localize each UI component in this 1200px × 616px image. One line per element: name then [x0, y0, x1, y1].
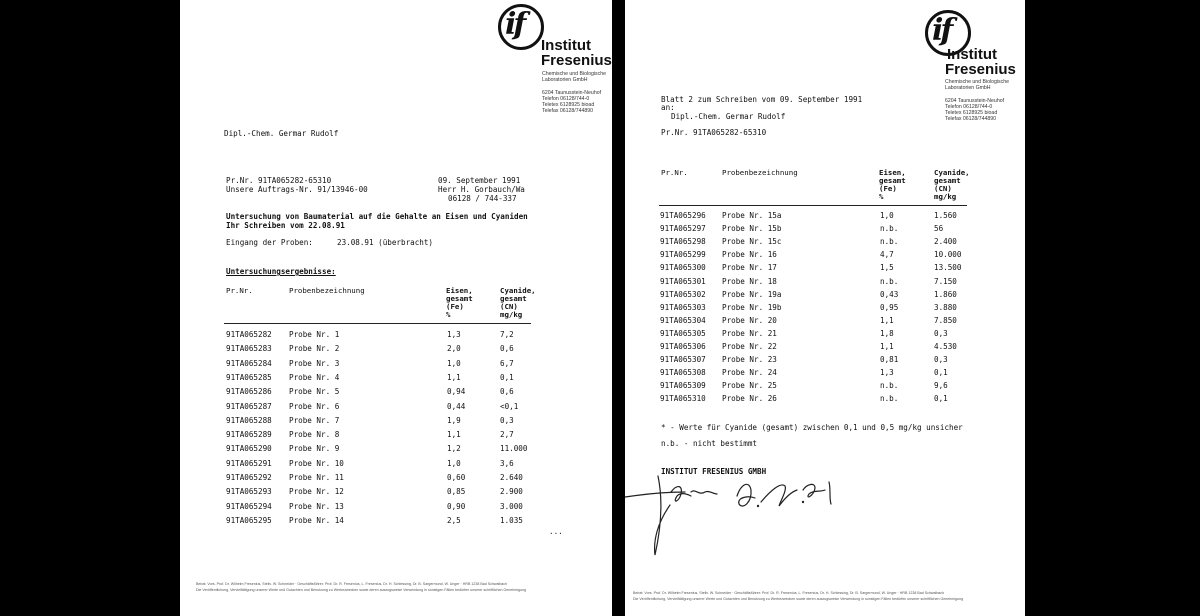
iron-value-cell: 2,0 [447, 344, 461, 354]
sample-name-cell: Probe Nr. 7 [289, 415, 340, 425]
header-iron-line4: % [879, 192, 884, 201]
reference-pr-number: Pr.Nr. 91TA065282-65310 [226, 176, 332, 185]
table-row [180, 487, 612, 500]
sample-name-cell: Probe Nr. 19b [722, 302, 782, 312]
sample-name-cell: Probe Nr. 24 [722, 368, 777, 378]
table-row [625, 277, 1025, 290]
cyanide-value-cell: 0,1 [500, 372, 514, 382]
sample-name-cell: Probe Nr. 16 [722, 250, 777, 260]
pr-number-cell: 91TA065293 [226, 487, 272, 497]
cyanide-value-cell: 1.560 [934, 211, 957, 220]
table-row [180, 373, 612, 386]
fresenius-logo-icon: if [498, 4, 544, 50]
table-row [625, 224, 1025, 237]
sample-name-cell: Probe Nr. 10 [289, 458, 344, 468]
header-cyanide-line4: mg/kg [934, 192, 957, 201]
table-row [180, 416, 612, 429]
header-iron-line2: gesamt [446, 294, 473, 303]
sample-name-cell: Probe Nr. 21 [722, 328, 777, 338]
table-row [180, 502, 612, 515]
pr-number-cell: 91TA065290 [226, 444, 272, 454]
table-row [180, 459, 612, 472]
iron-value-cell: 1,9 [447, 415, 461, 425]
table-row [625, 211, 1025, 224]
cyanide-value-cell: 4.530 [934, 342, 957, 351]
pr-number-cell: 91TA065310 [660, 394, 706, 404]
sample-name-cell: Probe Nr. 4 [289, 372, 340, 382]
table-row [180, 444, 612, 457]
institute-sub-line1: Chemische und Biologische [542, 71, 607, 77]
iron-value-cell: 1,2 [447, 444, 461, 454]
cyanide-value-cell: 0,6 [500, 387, 514, 397]
footer-line-1: Beirat: Vors. Prof. Dr. Wilhelm Fresenius, Stellv. W. Schneider · Geschäftsführer: Prof. Dr. R. Fresenius, L. Fresenius, Dr. H. Schlessing, Dr. B. Sargermund, W. Unger · HRB 1238 Bad Schwalbach [633, 591, 945, 595]
footer-line-2: Die Veröffentlichung, Vervielfältigung unserer Werte und Gutachten und Benutzung zu Werbezwecken sowie deren auszugsweise Verwendung in sonstigen Fällen bedürfen unserer schriftlichen Genehmigung [633, 597, 964, 601]
table-row [625, 394, 1025, 407]
order-number: Unsere Auftrags-Nr. 91/13946-00 [226, 185, 368, 194]
cyanide-value-cell: 2.900 [500, 487, 523, 497]
table-row [180, 516, 612, 529]
iron-value-cell: 1,1 [880, 342, 894, 351]
header-iron-line3: (Fe) [446, 302, 464, 311]
note-not-determined: n.b. - nicht bestimmt [661, 439, 758, 448]
cyanide-value-cell: 2.640 [500, 473, 523, 482]
iron-value-cell: 0,43 [880, 289, 899, 299]
company-signature-line: INSTITUT FRESENIUS GMBH [661, 467, 767, 476]
pr-number-cell: 91TA065294 [226, 501, 272, 511]
table-row [625, 355, 1025, 368]
iron-value-cell: 0,60 [447, 473, 466, 482]
subject-line: Untersuchung von Baumaterial auf die Gehalte an Eisen und Cyaniden [226, 212, 528, 221]
institute-sub-line1: Chemische und Biologische [945, 79, 1010, 85]
iron-value-cell: 1,3 [447, 330, 461, 339]
receipt-value: 23.08.91 (überbracht) [337, 238, 434, 247]
sample-name-cell: Probe Nr. 6 [289, 401, 340, 411]
header-cyanide-line1: Cyanide, [500, 286, 536, 295]
institute-name-line1: Institut [947, 46, 997, 63]
table-row [625, 250, 1025, 263]
institute-name-line2: Fresenius [945, 61, 1016, 78]
contact-person: Herr H. Gorbauch/Wa [438, 185, 525, 194]
sample-name-cell: Probe Nr. 3 [289, 358, 340, 368]
sample-name-cell: Probe Nr. 2 [289, 344, 340, 354]
cyanide-value-cell: 7.150 [934, 276, 957, 286]
cyanide-value-cell: 3.000 [500, 501, 523, 511]
header-cyanide-line1: Cyanide, [934, 168, 970, 177]
pr-number-cell: 91TA065288 [226, 415, 272, 425]
header-cyanide-line3: (CN) [934, 184, 952, 193]
handwritten-signature [625, 470, 885, 565]
sample-name-cell: Probe Nr. 5 [289, 387, 340, 397]
iron-value-cell: 1,1 [447, 372, 461, 382]
header-cyanide-line2: gesamt [500, 294, 527, 303]
sample-name-cell: Probe Nr. 14 [289, 515, 344, 525]
iron-value-cell: 1,0 [447, 458, 461, 468]
institute-name-line2: Fresenius [541, 52, 612, 69]
sample-name-cell: Probe Nr. 15a [722, 211, 782, 220]
institute-teletex: Teletex 6128925 bioad [945, 110, 998, 116]
recipient: Dipl.-Chem. Germar Rudolf [671, 112, 786, 121]
sample-name-cell: Probe Nr. 19a [722, 289, 782, 299]
cyanide-value-cell: 10.000 [934, 250, 962, 260]
cyanide-value-cell: 7.850 [934, 315, 957, 325]
pr-number-cell: 91TA065308 [660, 368, 706, 378]
pr-number-cell: 91TA065304 [660, 315, 706, 325]
cyanide-value-cell: 0,6 [500, 344, 514, 354]
pr-number-cell: 91TA065298 [660, 237, 706, 247]
iron-value-cell: n.b. [880, 394, 899, 404]
institute-sub-line2: Laboratorien GmbH [542, 77, 588, 83]
sample-name-cell: Probe Nr. 20 [722, 315, 777, 325]
header-pr-number: Pr.Nr. [226, 286, 253, 295]
sample-name-cell: Probe Nr. 15c [722, 237, 782, 247]
iron-value-cell: n.b. [880, 237, 899, 247]
header-iron-line2: gesamt [879, 176, 906, 185]
pr-number-cell: 91TA065292 [226, 473, 272, 482]
header-divider [224, 323, 531, 324]
sample-name-cell: Probe Nr. 8 [289, 430, 340, 440]
table-row [625, 368, 1025, 381]
contact-phone: 06128 / 744-337 [448, 194, 517, 203]
table-row [625, 342, 1025, 355]
pr-number-cell: 91TA065283 [226, 344, 272, 354]
table-row [180, 387, 612, 400]
pr-number-cell: 91TA065305 [660, 328, 706, 338]
pr-number-cell: 91TA065307 [660, 355, 706, 365]
iron-value-cell: 1,8 [880, 328, 894, 338]
pr-number-cell: 91TA065289 [226, 430, 272, 440]
sheet-reference: Blatt 2 zum Schreiben vom 09. September 1991 [661, 95, 863, 104]
reference-pr-number: Pr.Nr. 91TA065282-65310 [661, 128, 767, 137]
cyanide-value-cell: 3,6 [500, 458, 514, 468]
cyanide-value-cell: 1.035 [500, 515, 523, 525]
header-cyanide-line4: mg/kg [500, 310, 523, 319]
institute-phone: Telefon 06128/744-0 [945, 104, 993, 110]
institute-sub-line2: Laboratorien GmbH [945, 85, 991, 91]
iron-value-cell: 1,1 [447, 430, 461, 440]
table-row [180, 430, 612, 443]
cyanide-value-cell: 2,7 [500, 430, 514, 440]
pr-number-cell: 91TA065286 [226, 387, 272, 397]
header-iron-line3: (Fe) [879, 184, 897, 193]
iron-value-cell: 0,44 [447, 401, 466, 411]
table-row [625, 316, 1025, 329]
sample-name-cell: Probe Nr. 15b [722, 224, 782, 234]
sample-name-cell: Probe Nr. 17 [722, 263, 777, 273]
header-sample-name: Probenbezeichnung [722, 168, 798, 177]
iron-value-cell: 1,5 [880, 263, 894, 273]
table-row [180, 359, 612, 372]
sample-name-cell: Probe Nr. 26 [722, 394, 777, 404]
sample-name-cell: Probe Nr. 12 [289, 487, 344, 497]
institute-telefax: Telefax 06128/744890 [542, 108, 594, 114]
cyanide-value-cell: 2.400 [934, 237, 957, 247]
cyanide-value-cell: 11.000 [500, 444, 528, 454]
pr-number-cell: 91TA065295 [226, 515, 272, 525]
table-row [180, 473, 612, 486]
sample-name-cell: Probe Nr. 9 [289, 444, 340, 454]
pr-number-cell: 91TA065284 [226, 358, 272, 368]
table-row [180, 330, 612, 343]
document-page-1 [180, 0, 612, 616]
results-table-page-2 [625, 211, 1025, 416]
pr-number-cell: 91TA065306 [660, 342, 706, 351]
sample-name-cell: Probe Nr. 11 [289, 473, 344, 482]
cyanide-value-cell: 0,3 [934, 355, 948, 365]
iron-value-cell: 1,3 [880, 368, 894, 378]
table-row [625, 329, 1025, 342]
continued-marker: ... [549, 527, 563, 536]
iron-value-cell: 1,0 [880, 211, 894, 220]
iron-value-cell: n.b. [880, 276, 899, 286]
table-row [180, 344, 612, 357]
results-heading: Untersuchungsergebnisse: [226, 267, 336, 276]
fresenius-logo-icon: if [925, 10, 971, 56]
sheet-to-label: an: [661, 103, 675, 112]
sample-name-cell: Probe Nr. 18 [722, 276, 777, 286]
cyanide-value-cell: 0,3 [500, 415, 514, 425]
institute-name-line1: Institut [541, 37, 591, 54]
cyanide-value-cell: 1.860 [934, 289, 957, 299]
header-pr-number: Pr.Nr. [661, 168, 688, 177]
cyanide-value-cell: 13.500 [934, 263, 962, 273]
header-cyanide-line2: gesamt [934, 176, 961, 185]
cyanide-value-cell: <0,1 [500, 401, 519, 411]
pr-number-cell: 91TA065285 [226, 372, 272, 382]
cyanide-value-cell: 0,1 [934, 368, 948, 378]
iron-value-cell: 2,5 [447, 515, 461, 525]
subject-reference: Ihr Schreiben vom 22.08.91 [226, 221, 345, 230]
cyanide-value-cell: 7,2 [500, 330, 514, 339]
sample-name-cell: Probe Nr. 22 [722, 342, 777, 351]
sample-name-cell: Probe Nr. 23 [722, 355, 777, 365]
sample-name-cell: Probe Nr. 13 [289, 501, 344, 511]
table-row [625, 381, 1025, 394]
cyanide-value-cell: 0,1 [934, 394, 948, 404]
iron-value-cell: 1,1 [880, 315, 894, 325]
pr-number-cell: 91TA065282 [226, 330, 272, 339]
pr-number-cell: 91TA065287 [226, 401, 272, 411]
iron-value-cell: 0,95 [880, 302, 899, 312]
sample-name-cell: Probe Nr. 1 [289, 330, 340, 339]
cyanide-value-cell: 56 [934, 224, 944, 234]
header-divider [659, 205, 967, 206]
table-row [625, 303, 1025, 316]
pr-number-cell: 91TA065299 [660, 250, 706, 260]
pr-number-cell: 91TA065301 [660, 276, 706, 286]
header-sample-name: Probenbezeichnung [289, 286, 365, 295]
iron-value-cell: 0,94 [447, 387, 466, 397]
header-iron-line1: Eisen, [446, 286, 473, 295]
footer-line-2: Die Veröffentlichung, Vervielfältigung unserer Werte und Gutachten und Benutzung zu Werbezwecken sowie deren auszugsweise Verwendung in sonstigen Fällen bedürfen unserer schriftlichen Genehmigung [196, 588, 527, 592]
institute-telefax: Telefax 06128/744890 [945, 116, 997, 122]
iron-value-cell: 0,85 [447, 487, 466, 497]
cyanide-value-cell: 9,6 [934, 381, 948, 391]
iron-value-cell: 1,0 [447, 358, 461, 368]
iron-value-cell: n.b. [880, 224, 899, 234]
table-row [180, 402, 612, 415]
iron-value-cell: 0,90 [447, 501, 466, 511]
pr-number-cell: 91TA065297 [660, 224, 706, 234]
iron-value-cell: 4,7 [880, 250, 894, 260]
institute-phone: Telefon 06128/744-0 [542, 96, 590, 102]
cyanide-value-cell: 6,7 [500, 358, 514, 368]
receipt-label: Eingang der Proben: [226, 238, 313, 247]
footer-line-1: Beirat: Vors. Prof. Dr. Wilhelm Fresenius, Stellv. W. Schneider · Geschäftsführer: Prof. Dr. R. Fresenius, L. Fresenius, Dr. H. Schlessing, Dr. B. Sargermund, W. Unger · HRB 1238 Bad Schwalbach [196, 582, 508, 586]
sample-name-cell: Probe Nr. 25 [722, 381, 777, 391]
cyanide-value-cell: 0,3 [934, 328, 948, 338]
recipient: Dipl.-Chem. Germar Rudolf [224, 129, 339, 138]
results-table-page-1 [180, 330, 612, 530]
institute-address-line1: 6204 Taunusstein-Neuhof [945, 98, 1005, 104]
iron-value-cell: n.b. [880, 381, 899, 391]
pr-number-cell: 91TA065309 [660, 381, 706, 391]
table-row [625, 237, 1025, 250]
header-iron-line1: Eisen, [879, 168, 906, 177]
pr-number-cell: 91TA065291 [226, 458, 272, 468]
institute-teletex: Teletex 6128925 bioad [542, 102, 595, 108]
pr-number-cell: 91TA065300 [660, 263, 706, 273]
letter-date: 09. September 1991 [438, 176, 521, 185]
cyanide-value-cell: 3.880 [934, 302, 957, 312]
document-page-2 [625, 0, 1025, 616]
note-cyanide-uncertain: * - Werte für Cyanide (gesamt) zwischen 0,1 und 0,5 mg/kg unsicher [661, 423, 963, 432]
header-cyanide-line3: (CN) [500, 302, 518, 311]
pr-number-cell: 91TA065296 [660, 211, 706, 220]
header-iron-line4: % [446, 310, 451, 319]
pr-number-cell: 91TA065302 [660, 289, 706, 299]
institute-address-line1: 6204 Taunusstein-Neuhof [542, 90, 602, 96]
iron-value-cell: 0,81 [880, 355, 899, 365]
table-row [625, 290, 1025, 303]
pr-number-cell: 91TA065303 [660, 302, 706, 312]
table-row [625, 263, 1025, 276]
